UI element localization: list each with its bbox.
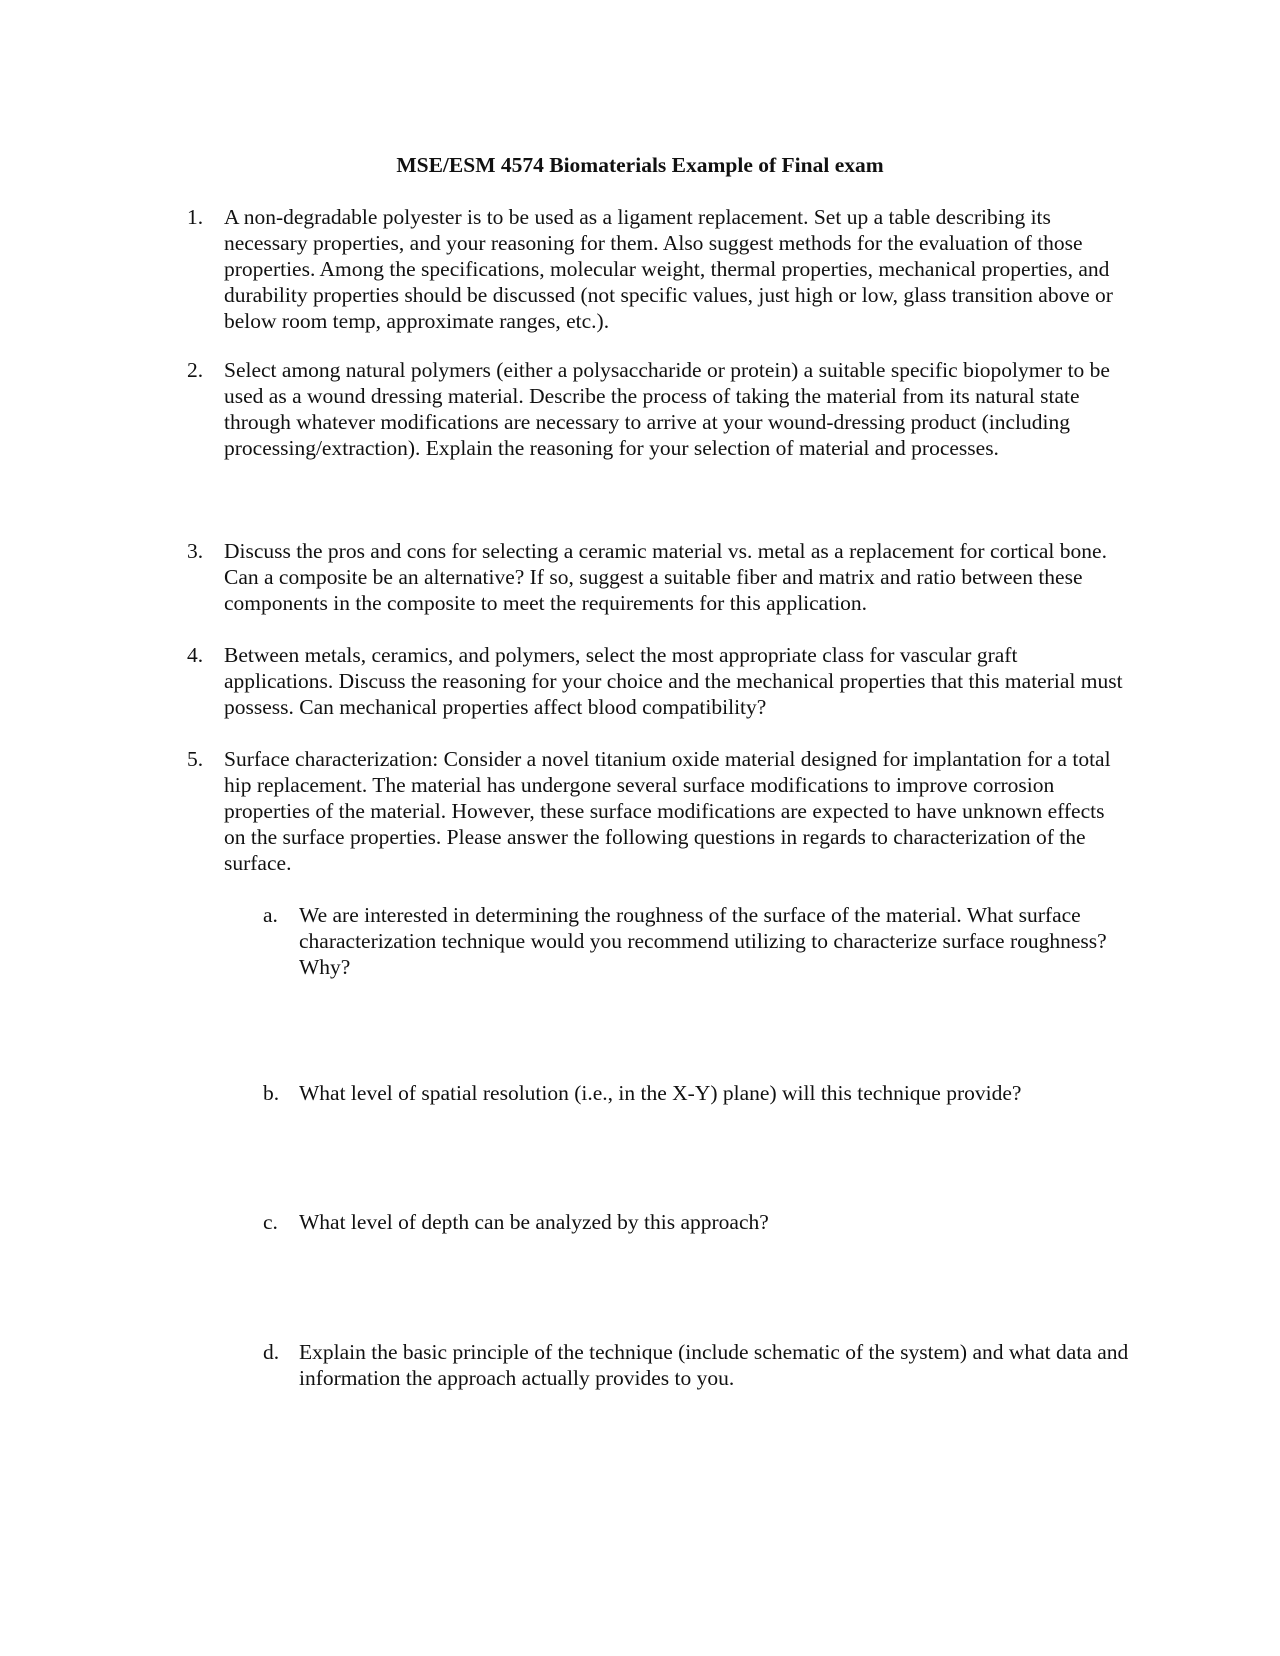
subquestion-letter: c.: [263, 1210, 278, 1234]
subquestion-letter: a.: [263, 903, 278, 927]
question-1: [187, 204, 1127, 334]
question-text: Between metals, ceramics, and polymers, select the most appropriate class for vascular graft applications. Discuss the reasoning for your choice and the mechanical properties that this material must possess. Can mechanical properties affect blood compatibility?: [224, 643, 1123, 719]
question-text: Surface characterization: Consider a novel titanium oxide material designed for implantation for a total hip replacement. The material has undergone several surface modifications to improve corrosion properties of the material. However, these surface modifications are expected to have unknown effects on the surface properties. Please answer the following questions in regards to characterization of the surface.: [224, 747, 1111, 875]
question-number: 2.: [187, 358, 204, 382]
subquestion-text: Explain the basic principle of the technique (include schematic of the system) and what data and information the approach actually provides to you.: [299, 1340, 1129, 1390]
subquestion-c: [263, 1209, 1143, 1235]
page-title: MSE/ESM 4574 Biomaterials Example of Final exam: [396, 153, 884, 177]
subquestion-text: What level of spatial resolution (i.e., in the X-Y) plane) will this technique provide?: [299, 1081, 1022, 1105]
question-number: 4.: [187, 643, 204, 667]
question-number: 5.: [187, 747, 204, 771]
question-number: 1.: [187, 205, 204, 229]
question-number: 3.: [187, 539, 204, 563]
subquestion-text: What level of depth can be analyzed by this approach?: [299, 1210, 769, 1234]
question-text: Discuss the pros and cons for selecting a ceramic material vs. metal as a replacement for cortical bone. Can a composite be an alternative? If so, suggest a suitable fiber and matrix and ratio between these components in the composite to meet the requirements for this application.: [224, 539, 1107, 615]
question-2: [187, 357, 1127, 461]
question-5: [187, 746, 1127, 876]
question-text: A non-degradable polyester is to be used as a ligament replacement. Set up a table describing its necessary properties, and your reasoning for them. Also suggest methods for the evaluation of those properties. Among the specifications, molecular weight, thermal properties, mechanical properties, and durability properties should be discussed (not specific values, just high or low, glass transition above or below room temp, approximate ranges, etc.).: [224, 205, 1113, 333]
subquestion-text: We are interested in determining the roughness of the surface of the material. What surface characterization technique would you recommend utilizing to characterize surface roughness? Why?: [299, 903, 1107, 979]
subquestion-letter: d.: [263, 1340, 280, 1364]
subquestion-b: [263, 1080, 1143, 1106]
subquestion-letter: b.: [263, 1081, 280, 1105]
question-3: [187, 538, 1127, 616]
subquestion-d: [263, 1339, 1143, 1391]
subquestion-a: [263, 902, 1143, 980]
question-text: Select among natural polymers (either a polysaccharide or protein) a suitable specific biopolymer to be used as a wound dressing material. Describe the process of taking the material from its natural state through whatever modifications are necessary to arrive at your wound-dressing product (including processing/extraction). Explain the reasoning for your selection of material and processes.: [224, 358, 1110, 460]
question-4: [187, 642, 1127, 720]
